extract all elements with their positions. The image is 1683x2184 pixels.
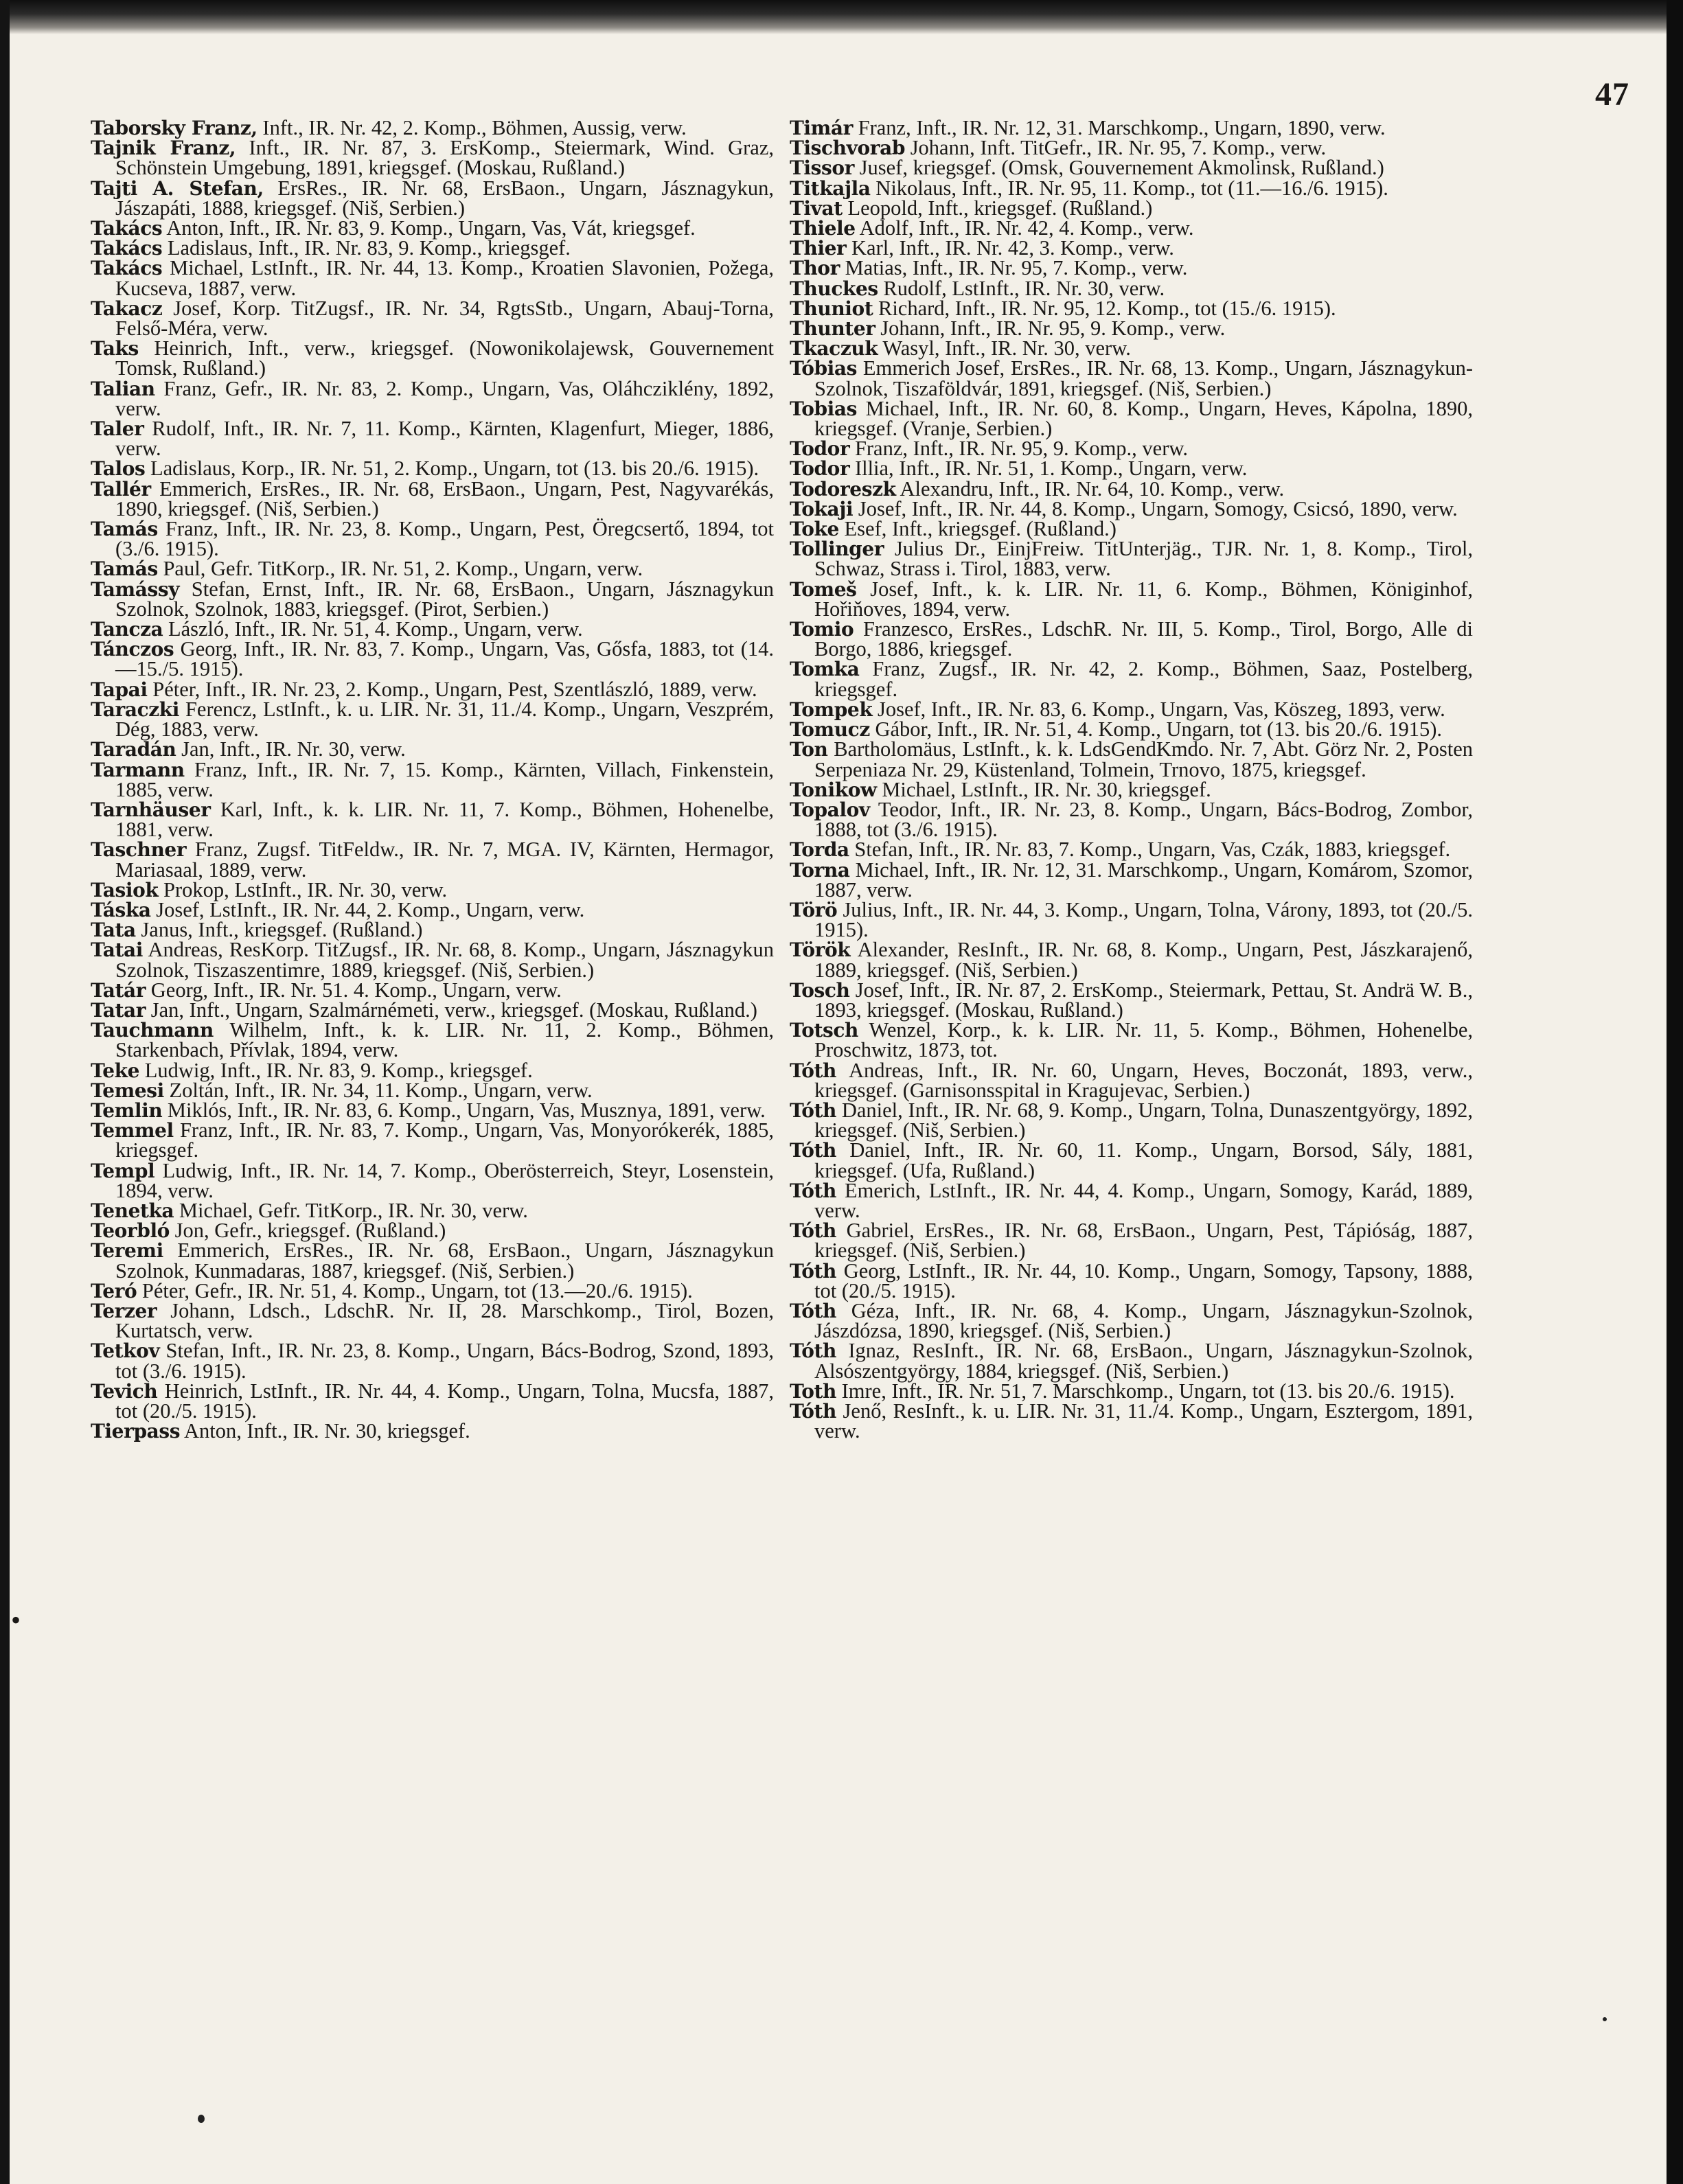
entry-surname: Thor xyxy=(790,257,840,280)
list-entry xyxy=(91,1341,774,1381)
entry-details: Ignaz, ResInft., IR. Nr. 68, ErsBaon., Ungarn, Jásznagykun-Szolnok, Alsószentgyörgy, 1884, kriegsgef. (Niš, Serbien.) xyxy=(814,1339,1473,1383)
entry-surname: Toke xyxy=(790,518,839,541)
entry-surname: Terzer xyxy=(91,1299,157,1322)
entry-surname: Tomio xyxy=(790,618,854,641)
entry-details: Michael, LstInft., IR. Nr. 30, kriegsgef. xyxy=(876,777,1211,801)
entry-details: Michael, Gefr. TitKorp., IR. Nr. 30, verw. xyxy=(174,1198,528,1222)
list-entry xyxy=(790,258,1473,278)
entry-surname: Tasiok xyxy=(91,878,159,901)
list-entry xyxy=(790,797,1473,842)
left-column xyxy=(91,118,774,1441)
entry-surname: Tóth xyxy=(790,1099,836,1122)
entry-surname: Tóbias xyxy=(790,357,858,380)
entry-details: Inft., IR. Nr. 42, 2. Komp., Böhmen, Aussig, verw. xyxy=(257,116,687,139)
entry-surname: Tóth xyxy=(790,1340,836,1363)
margin-marks: • xyxy=(11,1605,21,1635)
list-entry xyxy=(790,1258,1473,1302)
entry-details: Franz, Zugsf. TitFeldw., IR. Nr. 7, MGA. IV, Kärnten, Hermagor, Mariasaal, 1889, verw. xyxy=(115,838,774,882)
entry-details: Bartholomäus, LstInft., k. k. LdsGendKmdo. Nr. 7, Abt. Görz Nr. 2, Posten Serpeniaza Nr. 29, Küstenland, Tolmein, Trnovo, 1875, kriegsgef. xyxy=(814,737,1473,781)
entry-surname: Tosch xyxy=(790,978,850,1002)
entry-surname: Taschner xyxy=(91,838,187,862)
entry-details: Anton, Inft., IR. Nr. 30, kriegsgef. xyxy=(180,1419,470,1443)
entry-surname: Tancza xyxy=(91,618,163,641)
list-entry xyxy=(790,1098,1473,1142)
list-entry xyxy=(91,697,774,742)
entry-details: Paul, Gefr. TitKorp., IR. Nr. 51, 2. Komp., Ungarn, verw. xyxy=(157,557,643,581)
entry-details: Jon, Gefr., kriegsgef. (Rußland.) xyxy=(169,1219,446,1243)
entry-details: László, Inft., IR. Nr. 51, 4. Komp., Ungarn, verw. xyxy=(163,617,583,641)
entry-details: Gábor, Inft., IR. Nr. 51, 4. Komp., Ungarn, tot (13. bis 20./6. 1915). xyxy=(869,717,1443,742)
list-entry xyxy=(790,1058,1473,1102)
entry-details: Ferencz, LstInft., k. u. LIR. Nr. 31, 11./4. Komp., Ungarn, Veszprém, Dég, 1883, verw. xyxy=(115,697,774,742)
entry-details: Daniel, Inft., IR. Nr. 68, 9. Komp., Ungarn, Tolna, Dunaszentgyörgy, 1892, kriegsgef. (Niš, Serbien.) xyxy=(814,1098,1473,1142)
list-entry xyxy=(790,218,1473,238)
entry-surname: Temesi xyxy=(91,1079,164,1102)
entry-details: Stefan, Ernst, Inft., IR. Nr. 68, ErsBaon., Ungarn, Jásznagykun Szolnok, Szolnok, 1883, kriegsgef. (Pirot, Serbien.) xyxy=(115,577,774,621)
ink-speck xyxy=(198,2115,205,2123)
list-entry xyxy=(790,176,1473,200)
list-entry xyxy=(790,519,1473,539)
entry-surname: Tkaczuk xyxy=(790,337,878,360)
list-entry xyxy=(91,797,774,842)
list-entry xyxy=(91,757,774,801)
entry-details: Prokop, LstInft., IR. Nr. 30, verw. xyxy=(158,877,448,901)
entry-details: Andreas, Inft., IR. Nr. 60, Ungarn, Heves, Boczonát, 1893, verw., kriegsgef. (Garnisonsspital in Kragujevac, Serbien.) xyxy=(814,1058,1473,1102)
entry-details: Josef, LstInft., IR. Nr. 44, 2. Komp., Ungarn, verw. xyxy=(150,897,585,921)
list-entry xyxy=(790,439,1473,459)
entry-surname: Tomka xyxy=(790,658,860,681)
entry-surname: Tatár xyxy=(91,978,146,1002)
entry-surname: Teró xyxy=(91,1279,137,1302)
entry-details: Daniel, Inft., IR. Nr. 60, 11. Komp., Ungarn, Borsod, Sály, 1881, kriegsgef. (Ufa, Rußland.) xyxy=(814,1138,1473,1182)
list-entry xyxy=(790,158,1473,178)
list-entry xyxy=(790,1381,1473,1401)
entry-details: Franz, Inft., IR. Nr. 83, 7. Komp., Ungarn, Vas, Monyorókerék, 1885, kriegsgef. xyxy=(115,1118,774,1162)
entry-surname: Todor xyxy=(790,457,850,481)
entry-surname: Tatai xyxy=(91,939,144,962)
entry-surname: Tamás xyxy=(91,518,158,541)
list-entry xyxy=(91,376,774,420)
list-entry xyxy=(790,579,1473,619)
entry-surname: Timár xyxy=(790,117,853,139)
list-entry xyxy=(91,138,774,178)
entry-surname: Todoreszk xyxy=(790,477,896,501)
list-entry xyxy=(790,1298,1473,1343)
list-entry xyxy=(91,920,774,940)
entry-details: Péter, Gefr., IR. Nr. 51, 4. Komp., Ungarn, tot (13.—20./6. 1915). xyxy=(137,1278,693,1302)
entry-surname: Tóth xyxy=(790,1219,836,1243)
entry-details: Josef, Inft., IR. Nr. 44, 8. Komp., Ungarn, Somogy, Csicsó, 1890, verw. xyxy=(853,496,1458,520)
entry-surname: Thier xyxy=(790,237,847,260)
entry-details: Josef, Inft., IR. Nr. 83, 6. Komp., Ungarn, Vas, Köszeg, 1893, verw. xyxy=(872,697,1445,721)
entry-surname: Takács xyxy=(91,257,163,280)
entry-surname: Tobias xyxy=(790,397,858,420)
list-entry xyxy=(790,1341,1473,1381)
list-entry xyxy=(790,1178,1473,1222)
entry-details: Esef, Inft., kriegsgef. (Rußland.) xyxy=(838,517,1117,541)
entry-surname: Thiele xyxy=(790,217,856,240)
list-entry xyxy=(91,1221,774,1241)
list-entry xyxy=(790,840,1473,860)
entry-surname: Tenetka xyxy=(91,1199,174,1222)
entry-surname: Torda xyxy=(790,838,849,862)
entry-details: Georg, Inft., IR. Nr. 51. 4. Komp., Ungarn, verw. xyxy=(146,978,562,1002)
scan-top-edge xyxy=(0,0,1683,34)
list-entry xyxy=(790,777,1473,801)
entry-surname: Tata xyxy=(91,919,136,942)
list-entry xyxy=(91,1078,774,1102)
list-entry xyxy=(91,1278,774,1302)
list-entry xyxy=(790,296,1473,320)
entry-details: Josef, Korp. TitZugsf., IR. Nr. 34, RgtsStb., Ungarn, Abauj-Torna, Felső-Méra, verw. xyxy=(115,296,774,341)
scan-right-edge xyxy=(1667,0,1683,2184)
list-entry xyxy=(91,238,774,258)
entry-details: Georg, Inft., IR. Nr. 83, 7. Komp., Ungarn, Vas, Gősfa, 1883, tot (14.—15./5. 1915). xyxy=(115,637,774,681)
entry-details: Franz, Inft., IR. Nr. 95, 9. Komp., verw. xyxy=(849,437,1189,461)
list-entry xyxy=(91,296,774,341)
entry-details: Matias, Inft., IR. Nr. 95, 7. Komp., verw. xyxy=(840,256,1188,280)
list-entry xyxy=(790,138,1473,158)
page-number: 47 xyxy=(1595,76,1629,113)
list-entry xyxy=(790,539,1473,579)
entry-details: Heinrich, LstInft., IR. Nr. 44, 4. Komp., Ungarn, Tolna, Mucsfa, 1887, tot (20./5. 1915). xyxy=(115,1379,774,1423)
entry-surname: Tierpass xyxy=(91,1420,181,1443)
entry-details: Franz, Inft., IR. Nr. 12, 31. Marschkomp., Ungarn, 1890, verw. xyxy=(853,116,1386,139)
entry-details: Janus, Inft., kriegsgef. (Rußland.) xyxy=(135,918,423,942)
entry-details: Johann, Inft., IR. Nr. 95, 9. Komp., verw. xyxy=(875,317,1226,341)
list-entry xyxy=(790,1140,1473,1180)
list-entry xyxy=(91,519,774,559)
entry-surname: Táska xyxy=(91,898,151,921)
entry-surname: Tompek xyxy=(790,698,873,721)
entry-details: Franz, Inft., IR. Nr. 7, 15. Komp., Kärnten, Villach, Finkenstein, 1885, verw. xyxy=(115,757,774,801)
list-entry xyxy=(790,659,1473,699)
list-entry xyxy=(91,1000,774,1020)
list-entry xyxy=(790,459,1473,479)
entry-surname: Thuckes xyxy=(790,277,878,300)
list-entry xyxy=(790,496,1473,520)
list-entry xyxy=(790,198,1473,218)
list-entry xyxy=(91,1098,774,1122)
entry-details: Leopold, Inft., kriegsgef. (Rußland.) xyxy=(842,196,1153,220)
list-entry xyxy=(91,1381,774,1421)
entry-details: Ladislaus, Inft., IR. Nr. 83, 9. Komp., kriegsgef. xyxy=(162,236,571,260)
entry-surname: Teorbló xyxy=(91,1219,170,1243)
entry-details: Nikolaus, Inft., IR. Nr. 95, 11. Komp., tot (11.—16./6. 1915). xyxy=(870,176,1388,200)
list-entry xyxy=(91,118,774,138)
entry-details: Illia, Inft., IR. Nr. 51, 1. Komp., Ungarn, verw. xyxy=(849,457,1248,481)
entry-surname: Templ xyxy=(91,1159,155,1182)
entry-surname: Tóth xyxy=(790,1299,836,1322)
entry-surname: Takács xyxy=(91,217,163,240)
entry-details: Andreas, ResKorp. TitZugsf., IR. Nr. 68, 8. Komp., Ungarn, Jásznagykun Szolnok, Tiszaszentimre, 1889, kriegsgef. (Niš, Serbien.) xyxy=(115,938,774,982)
entry-surname: Totsch xyxy=(790,1019,859,1042)
entry-surname: Tomeš xyxy=(790,577,857,601)
list-entry xyxy=(790,338,1473,358)
entry-surname: Topalov xyxy=(790,798,870,821)
entry-surname: Taradán xyxy=(91,738,176,761)
list-entry xyxy=(91,1058,774,1082)
entry-details: Stefan, Inft., IR. Nr. 83, 7. Komp., Ungarn, Vas, Czák, 1883, kriegsgef. xyxy=(849,838,1451,862)
entry-details: Anton, Inft., IR. Nr. 83, 9. Komp., Ungarn, Vas, Vát, kriegsgef. xyxy=(162,216,696,240)
entry-surname: Todor xyxy=(790,437,850,461)
entry-details: Emmerich, ErsRes., IR. Nr. 68, ErsBaon., Ungarn, Pest, Nagyvarékás, 1890, kriegsgef. (Niš, Serbien.) xyxy=(115,476,774,520)
entry-surname: Tevich xyxy=(91,1379,158,1403)
entry-details: Adolf, Inft., IR. Nr. 42, 4. Komp., verw. xyxy=(855,216,1194,240)
list-entry xyxy=(790,1020,1473,1060)
entry-details: Franz, Gefr., IR. Nr. 83, 2. Komp., Ungarn, Vas, Oláhcziklény, 1892, verw. xyxy=(115,376,774,420)
list-entry xyxy=(790,317,1473,341)
entry-surname: Tóth xyxy=(790,1400,836,1423)
list-entry xyxy=(91,619,774,639)
list-entry xyxy=(790,358,1473,398)
entry-surname: Taks xyxy=(91,337,139,360)
list-entry xyxy=(91,1020,774,1060)
scan-left-edge xyxy=(0,0,10,2184)
list-entry xyxy=(91,1421,774,1441)
entry-surname: Talos xyxy=(91,457,146,481)
list-entry xyxy=(790,860,1473,900)
entry-details: Georg, LstInft., IR. Nr. 44, 10. Komp., Ungarn, Somogy, Tapsony, 1888, tot (20./5. 1915). xyxy=(814,1258,1473,1302)
entry-surname: Thuniot xyxy=(790,297,873,320)
entry-surname: Temlin xyxy=(91,1099,163,1122)
entry-details: Ladislaus, Korp., IR. Nr. 51, 2. Komp., Ungarn, tot (13. bis 20./6. 1915). xyxy=(145,457,759,481)
list-entry xyxy=(91,1298,774,1343)
entry-details: Ludwig, Inft., IR. Nr. 83, 9. Komp., kriegsgef. xyxy=(139,1058,533,1082)
entry-surname: Takacz xyxy=(91,297,163,320)
list-entry xyxy=(790,118,1473,138)
entry-surname: Tischvorab xyxy=(790,137,906,160)
entry-details: Johann, Ldsch., LdschR. Nr. II, 28. Marschkomp., Tirol, Bozen, Kurtatsch, verw. xyxy=(115,1298,774,1343)
entry-surname: Thunter xyxy=(790,317,875,341)
entry-surname: Toth xyxy=(790,1379,836,1403)
entry-details: Heinrich, Inft., verw., kriegsgef. (Nowonikolajewsk, Gouvernement Tomsk, Rußland.) xyxy=(115,336,774,380)
entry-surname: Taraczki xyxy=(91,698,179,721)
entry-details: Franz, Inft., IR. Nr. 23, 8. Komp., Ungarn, Pest, Öregcsertő, 1894, tot (3./6. 1915). xyxy=(115,517,774,561)
entry-details: Emmerich Josef, ErsRes., IR. Nr. 68, 13. Komp., Ungarn, Jásznagykun-Szolnok, Tiszaföldvár, 1891, kriegsgef. (Niš, Serbien.) xyxy=(814,356,1473,400)
entry-surname: Torna xyxy=(790,858,850,882)
entry-surname: Tánczos xyxy=(91,638,174,661)
entry-surname: Tamás xyxy=(91,558,158,581)
entry-surname: Tóth xyxy=(790,1059,836,1082)
entry-details: Karl, Inft., k. k. LIR. Nr. 11, 7. Komp., Böhmen, Hohenelbe, 1881, verw. xyxy=(115,797,774,842)
entry-details: Zoltán, Inft., IR. Nr. 34, 11. Komp., Ungarn, verw. xyxy=(163,1078,593,1102)
list-entry xyxy=(790,619,1473,659)
list-entry xyxy=(91,419,774,459)
entry-details: Gabriel, ErsRes., IR. Nr. 68, ErsBaon., Ungarn, Pest, Tápióság, 1887, kriegsgef. (Niš, Serbien.) xyxy=(814,1219,1473,1263)
entry-surname: Tonikow xyxy=(790,778,877,801)
list-entry xyxy=(91,877,774,901)
entry-surname: Tokaji xyxy=(790,497,854,520)
entry-details: Stefan, Inft., IR. Nr. 23, 8. Komp., Ungarn, Bács-Bodrog, Szond, 1893, tot (3./6. 1915). xyxy=(115,1339,774,1383)
entry-details: Miklós, Inft., IR. Nr. 83, 6. Komp., Ungarn, Vas, Musznya, 1891, verw. xyxy=(162,1098,766,1122)
entry-surname: Török xyxy=(790,939,851,962)
ink-speck xyxy=(1603,2017,1607,2021)
entry-surname: Tollinger xyxy=(790,538,884,561)
entry-details: Johann, Inft. TitGefr., IR. Nr. 95, 7. Komp., verw. xyxy=(905,136,1327,160)
entry-surname: Talian xyxy=(91,377,155,400)
entry-details: Péter, Inft., IR. Nr. 23, 2. Komp., Ungarn, Pest, Szentlászló, 1889, verw. xyxy=(147,677,757,701)
entry-surname: Tetkov xyxy=(91,1340,160,1363)
list-entry xyxy=(790,980,1473,1020)
list-entry xyxy=(790,739,1473,779)
entry-surname: Tissor xyxy=(790,157,855,180)
entry-details: Michael, LstInft., IR. Nr. 44, 13. Komp., Kroatien Slavonien, Požega, Kucseva, 1887, verw. xyxy=(115,256,774,300)
list-entry xyxy=(790,940,1473,980)
entry-details: Emmerich, ErsRes., IR. Nr. 68, ErsBaon., Ungarn, Jásznagykun Szolnok, Kunmadaras, 1887, kriegsgef. (Niš, Serbien.) xyxy=(115,1239,774,1283)
entry-details: Rudolf, LstInft., IR. Nr. 30, verw. xyxy=(878,276,1165,300)
right-column xyxy=(790,118,1473,1441)
entry-details: Jenő, ResInft., k. u. LIR. Nr. 31, 11./4. Komp., Ungarn, Esztergom, 1891, verw. xyxy=(814,1399,1473,1443)
entry-surname: Tivat xyxy=(790,196,843,220)
entry-details: Franzesco, ErsRes., LdschR. Nr. III, 5. Komp., Tirol, Borgo, Alle di Borgo, 1886, kriegsgef. xyxy=(814,617,1473,661)
entry-surname: Tajnik Franz, xyxy=(91,137,236,160)
entry-surname: Ton xyxy=(790,738,828,761)
entry-details: Josef, Inft., IR. Nr. 87, 2. ErsKomp., Steiermark, Pettau, St. Andrä W. B., 1893, kriegsgef. (Moskau, Rußland.) xyxy=(814,978,1473,1022)
list-entry xyxy=(91,677,774,701)
entry-details: Wasyl, Inft., IR. Nr. 30, verw. xyxy=(878,336,1131,360)
entry-surname: Tóth xyxy=(790,1259,836,1283)
entry-surname: Takács xyxy=(91,237,163,260)
list-entry xyxy=(91,218,774,238)
entry-details: Jan, Inft., Ungarn, Szalmárnémeti, verw., kriegsgef. (Moskau, Rußland.) xyxy=(146,998,757,1022)
list-entry xyxy=(91,258,774,298)
list-entry xyxy=(790,717,1473,742)
entry-details: Alexander, ResInft., IR. Nr. 68, 8. Komp., Ungarn, Pest, Jászkarajenő, 1889, kriegsgef. (Niš, Serbien.) xyxy=(814,938,1473,982)
list-entry xyxy=(790,697,1473,721)
entry-details: Emerich, LstInft., IR. Nr. 44, 4. Komp., Ungarn, Somogy, Karád, 1889, verw. xyxy=(814,1178,1473,1222)
entry-details: Michael, Inft., IR. Nr. 60, 8. Komp., Ungarn, Heves, Kápolna, 1890, kriegsgef. (Vranje, Serbien.) xyxy=(814,396,1473,441)
entry-surname: Tarnhäuser xyxy=(91,798,211,821)
list-entry xyxy=(91,176,774,220)
entry-details: Richard, Inft., IR. Nr. 95, 12. Komp., tot (15./6. 1915). xyxy=(873,296,1336,320)
entry-details: Michael, Inft., IR. Nr. 12, 31. Marschkomp., Ungarn, Komárom, Szomor, 1887, verw. xyxy=(814,858,1473,901)
list-entry xyxy=(91,476,774,520)
entry-details: Alexandru, Inft., IR. Nr. 64, 10. Komp., verw. xyxy=(895,476,1285,501)
list-entry xyxy=(790,1401,1473,1441)
list-entry xyxy=(91,1120,774,1160)
entry-details: Franz, Zugsf., IR. Nr. 42, 2. Komp., Böhmen, Saaz, Postelberg, kriegsgef. xyxy=(814,657,1473,701)
list-entry xyxy=(91,1239,774,1283)
entry-surname: Tomucz xyxy=(790,718,870,742)
entry-surname: Taler xyxy=(91,417,144,441)
entry-surname: Teke xyxy=(91,1059,140,1082)
entry-surname: Törö xyxy=(790,898,838,921)
entry-details: Inft., IR. Nr. 87, 3. ErsKomp., Steiermark, Wind. Graz, Schönstein Umgebung, 1891, kriegsgef. (Moskau, Rußland.) xyxy=(115,136,774,180)
entry-details: Imre, Inft., IR. Nr. 51, 7. Marschkomp., Ungarn, tot (13. bis 20./6. 1915). xyxy=(836,1379,1455,1403)
entry-details: Rudolf, Inft., IR. Nr. 7, 11. Komp., Kärnten, Klagenfurt, Mieger, 1886, verw. xyxy=(115,417,774,461)
entry-surname: Tóth xyxy=(790,1179,836,1202)
entry-surname: Tamássy xyxy=(91,577,180,601)
entry-details: Karl, Inft., IR. Nr. 42, 3. Komp., verw. xyxy=(846,236,1174,260)
list-entry xyxy=(790,1221,1473,1261)
entry-details: Wilhelm, Inft., k. k. LIR. Nr. 11, 2. Komp., Böhmen, Starkenbach, Přívlak, 1894, verw. xyxy=(115,1018,774,1062)
list-entry xyxy=(91,579,774,619)
entry-surname: Tapai xyxy=(91,678,148,701)
entry-details: Géza, Inft., IR. Nr. 68, 4. Komp., Ungarn, Jásznagykun-Szolnok, Jászdózsa, 1890, kriegsgef. (Niš, Serbien.) xyxy=(814,1298,1473,1343)
list-entry xyxy=(91,338,774,378)
list-entry xyxy=(790,238,1473,258)
entry-surname: Temmel xyxy=(91,1119,174,1142)
entry-surname: Taborsky Franz, xyxy=(91,117,257,139)
entry-details: ErsRes., IR. Nr. 68, ErsBaon., Ungarn, Jásznagykun, Jászapáti, 1888, kriegsgef. (Niš, Serbien.) xyxy=(115,176,774,220)
entry-details: Julius Dr., EinjFreiw. TitUnterjäg., TJR. Nr. 1, 8. Komp., Tirol, Schwaz, Strass i. Tirol, 1883, verw. xyxy=(814,537,1473,581)
entry-surname: Teremi xyxy=(91,1239,163,1263)
list-entry xyxy=(91,739,774,759)
list-entry xyxy=(91,559,774,579)
entry-details: Ludwig, Inft., IR. Nr. 14, 7. Komp., Oberösterreich, Steyr, Losenstein, 1894, verw. xyxy=(115,1158,774,1202)
entry-details: Teodor, Inft., IR. Nr. 23, 8. Komp., Ungarn, Bács-Bodrog, Zombor, 1888, tot (3./6. 1915). xyxy=(814,797,1473,842)
list-entry xyxy=(91,1198,774,1222)
entry-surname: Tauchmann xyxy=(91,1019,214,1042)
entry-surname: Titkajla xyxy=(790,176,871,200)
list-entry xyxy=(91,840,774,880)
list-entry xyxy=(91,459,774,479)
list-entry xyxy=(790,276,1473,300)
list-entry xyxy=(790,396,1473,441)
list-entry xyxy=(91,897,774,921)
entry-details: Josef, Inft., k. k. LIR. Nr. 11, 6. Komp., Böhmen, Königinhof, Hořiňoves, 1894, verw. xyxy=(814,577,1473,621)
list-entry xyxy=(91,1158,774,1202)
list-entry xyxy=(790,476,1473,501)
entry-details: Julius, Inft., IR. Nr. 44, 3. Komp., Ungarn, Tolna, Várony, 1893, tot (20./5. 1915). xyxy=(814,897,1473,942)
entry-surname: Tóth xyxy=(790,1139,836,1162)
entry-details: Wenzel, Korp., k. k. LIR. Nr. 11, 5. Komp., Böhmen, Hohenelbe, Proschwitz, 1873, tot. xyxy=(814,1018,1473,1062)
entry-surname: Tajti A. Stefan, xyxy=(91,176,264,200)
entry-surname: Tarmann xyxy=(91,758,185,781)
list-entry xyxy=(91,940,774,980)
entry-surname: Tatar xyxy=(91,998,146,1022)
entry-details: Jusef, kriegsgef. (Omsk, Gouvernement Akmolinsk, Rußland.) xyxy=(854,156,1384,180)
entry-details: Jan, Inft., IR. Nr. 30, verw. xyxy=(176,737,406,761)
list-entry xyxy=(91,639,774,679)
entry-surname: Tallér xyxy=(91,477,151,501)
list-entry xyxy=(790,897,1473,942)
list-entry xyxy=(91,980,774,1000)
